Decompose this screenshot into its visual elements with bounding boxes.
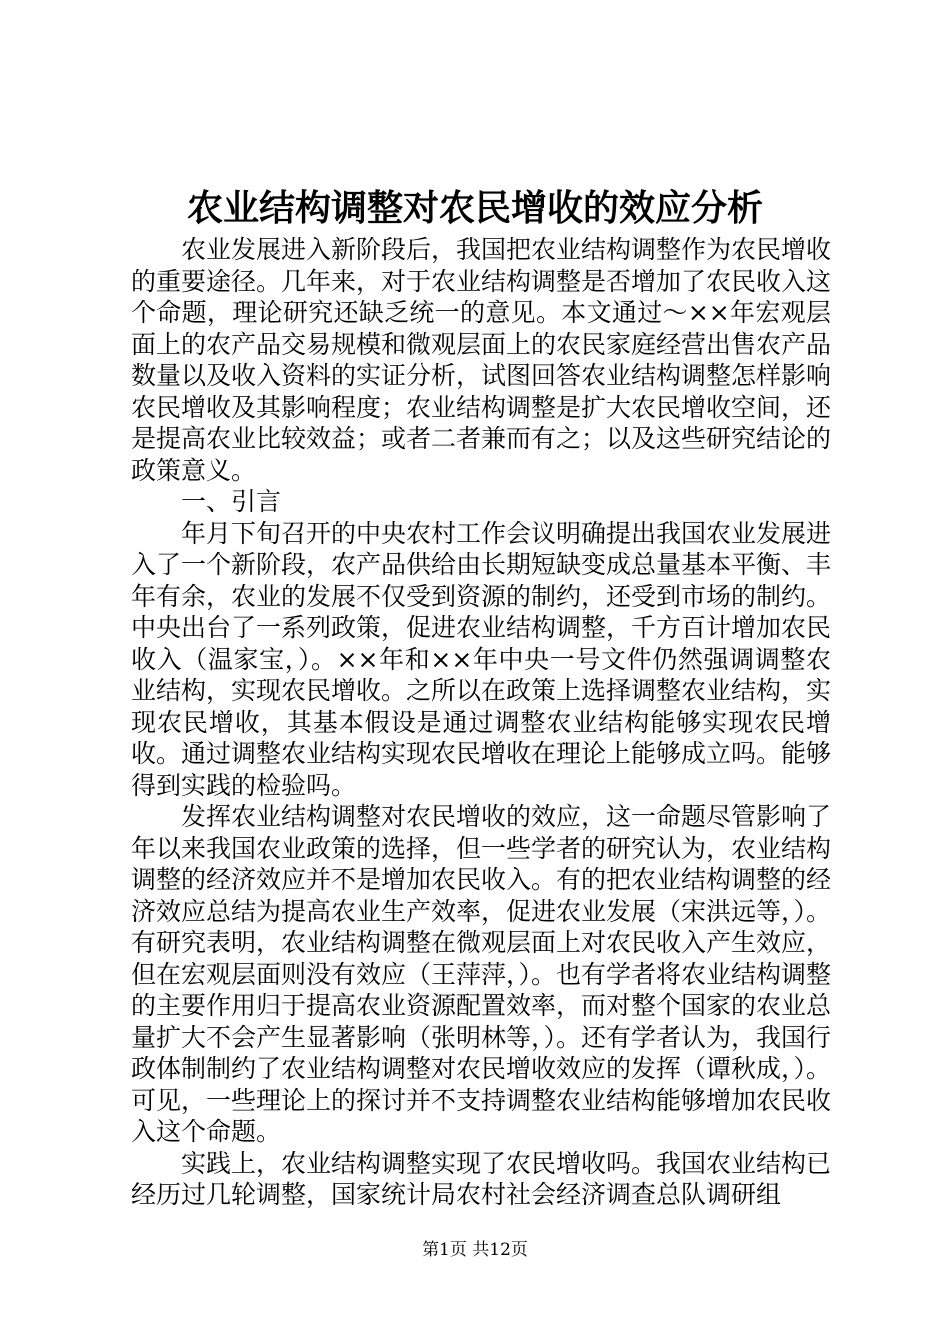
- section-heading-introduction: 一、引言: [181, 487, 282, 516]
- page-footer: 第1页 共12页: [422, 1240, 528, 1260]
- document-title: 农业结构调整对农民增收的效应分析: [186, 187, 763, 229]
- document-body: [131, 234, 831, 1211]
- paragraph-intro-2: 发挥农业结构调整对农民增收的效应，这一命题尽管影响了年以来我国农业政策的选择，但一些学者的研究认为，农业结构调整的经济效应并不是增加农民收入。有的把农业结构调整的经济效应总结为提高农业生产效率，促进农业发展（宋洪远等，）。有研究表明，农业结构调整在微观层面上对农民收入产生效应，但在宏观层面则没有效应（王萍萍，）。也有学者将农业结构调整的主要作用归于提高农业资源配置效率，而对整个国家的农业总量扩大不会产生显著影响（张明林等，）。还有学者认为，我国行政体制制约了农业结构调整对农民增收效应的发挥（谭秋成，）。可见，一些理论上的探讨并不支持调整农业结构能够增加农民收入这个命题。: [131, 802, 832, 1146]
- paragraph-abstract: 农业发展进入新阶段后，我国把农业结构调整作为农民增收的重要途径。几年来，对于农业结构调整是否增加了农民收入这个命题，理论研究还缺乏统一的意见。本文通过～××年宏观层面上的农产品交易规模和微观层面上的农民家庭经营出售农产品数量以及收入资料的实证分析，试图回答农业结构调整怎样影响农民增收及其影响程度；农业结构调整是扩大农民增收空间，还是提高农业比较效益；或者二者兼而有之；以及这些研究结论的政策意义。: [131, 235, 832, 485]
- paragraph-intro-3: 实践上，农业结构调整实现了农民增收吗。我国农业结构已经历过几轮调整，国家统计局农村社会经济调查总队调研组: [131, 1148, 832, 1209]
- paragraph-intro-1: 年月下旬召开的中央农村工作会议明确提出我国农业发展进入了一个新阶段，农产品供给由长期短缺变成总量基本平衡、丰年有余，农业的发展不仅受到资源的制约，还受到市场的制约。中央出台了一系列政策，促进农业结构调整，千方百计增加农民收入（温家宝，）。××年和××年中央一号文件仍然强调调整农业结构，实现农民增收。之所以在政策上选择调整农业结构，实现农民增收，其基本假设是通过调整农业结构能够实现农民增收。通过调整农业结构实现农民增收在理论上能够成立吗。能够得到实践的检验吗。: [131, 518, 832, 800]
